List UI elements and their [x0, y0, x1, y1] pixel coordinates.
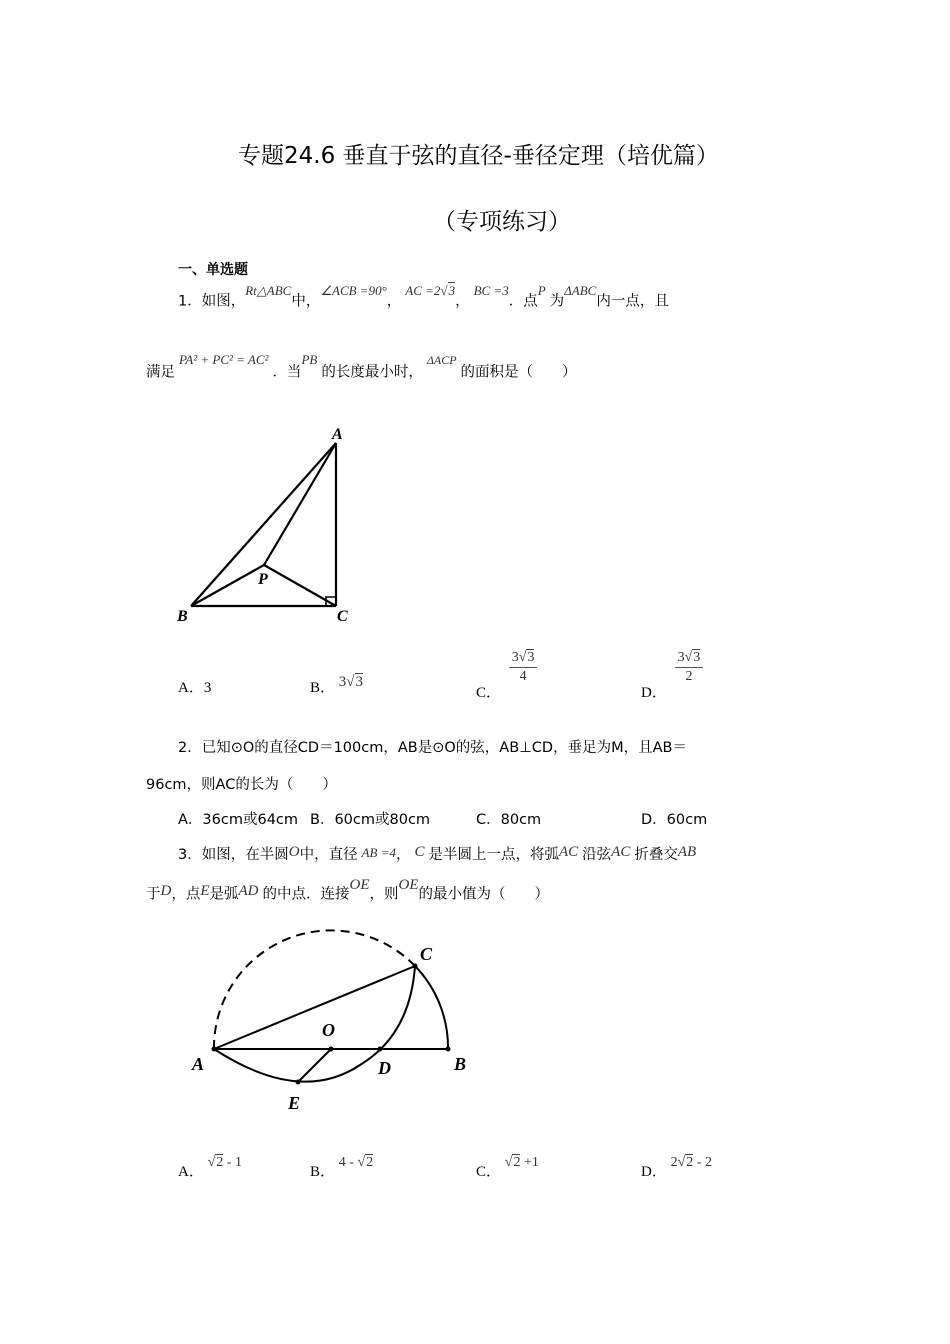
q2-option-b[interactable]: B．60cm或80cm: [310, 812, 431, 828]
q1-option-b[interactable]: B． 3√3: [310, 674, 363, 696]
q1-option-a-label: A．: [178, 680, 204, 696]
q1-option-a[interactable]: [178, 676, 211, 697]
q3-oe1: OE: [349, 877, 370, 893]
q3-text8: ，点: [171, 886, 201, 903]
q3-ac1: AC: [559, 844, 579, 860]
q3-text9: 是弧: [209, 886, 239, 903]
q3-option-c-label: C．: [476, 1164, 502, 1180]
q3-option-c-radicand: 2: [513, 1155, 521, 1170]
q3-option-a-radicand: 2: [216, 1155, 224, 1170]
q3-text11: ，则: [369, 886, 399, 903]
q3-line2: [146, 877, 550, 903]
q2-option-a[interactable]: A．36cm或64cm: [178, 812, 299, 828]
q3-d: D: [160, 883, 172, 900]
q3-ac2: AC: [611, 844, 631, 860]
q1-option-d-label: D．: [641, 684, 667, 701]
q1-text3: 为: [549, 293, 565, 310]
q3-option-d-radicand: 2: [686, 1155, 694, 1170]
q3-point-b: [446, 1047, 451, 1052]
q2-option-d[interactable]: D．60cm: [641, 812, 708, 828]
q3-option-a-rest: - 1: [223, 1155, 242, 1170]
q1-text5: 满足: [146, 364, 175, 381]
q3-line1: [178, 843, 696, 864]
q1-option-d-num-radicand: 3: [693, 650, 701, 665]
q1-ac-radicand: 3: [448, 283, 456, 298]
q3-point-e: [296, 1080, 301, 1085]
q3-text10: 的中点．连接: [262, 886, 350, 903]
q3-oe2: OE: [398, 877, 419, 893]
q1-triangle-figure: [170, 420, 360, 630]
q3-text3: ，: [395, 847, 411, 863]
q1-option-c-denominator: 4: [519, 669, 527, 684]
q1-comma2: ，: [455, 293, 470, 310]
q3-text12: 的最小值为（ ）: [418, 886, 550, 903]
q3-text7: 于: [146, 886, 161, 903]
q3-point-o: [329, 1047, 334, 1052]
q3-option-a[interactable]: A． √2 - 1: [178, 1155, 242, 1180]
q3-label-e: E: [288, 1093, 301, 1113]
q1-comma: ，: [386, 293, 402, 310]
q3-option-b[interactable]: B． 4 - √2: [310, 1155, 374, 1180]
q1-label-b: B: [177, 608, 188, 625]
q1-option-d[interactable]: D． $\frac{3√3}{2}$: [641, 650, 703, 685]
q3-point-c: [413, 964, 418, 969]
q3-e: E: [200, 883, 210, 900]
q3-segment-oe: [298, 1049, 331, 1082]
q1-option-d-denominator: 2: [685, 669, 693, 684]
q1-number: 1．如图，: [178, 293, 246, 310]
q1-acp: ΔACP: [426, 353, 457, 367]
q2-line2: 96cm，则AC的长为（ ）: [146, 777, 337, 793]
q1-ac: AC =2: [405, 283, 441, 298]
q3-point-a: [212, 1047, 217, 1052]
q1-label-c: C: [337, 608, 348, 625]
q1-label-p: P: [258, 571, 268, 588]
q3-option-d[interactable]: D． 2√2 - 2: [641, 1155, 712, 1180]
page-subtitle: （专项练习）: [433, 209, 571, 235]
q1-option-b-label: B．: [310, 680, 336, 696]
q3-option-d-pre: 2: [670, 1155, 678, 1170]
q3-text4: 是半圆上一点，将弧: [428, 847, 559, 863]
q1-text8: 的面积是（ ）: [460, 364, 577, 381]
q3-option-c-rest: +1: [520, 1155, 539, 1170]
q3-point-d: [378, 1047, 383, 1052]
section-heading: 一、单选题: [178, 262, 248, 278]
q1-tri: ΔABC: [564, 283, 597, 298]
q3-o: O: [288, 844, 300, 860]
q3-text6: 折叠交: [634, 847, 678, 863]
q1-text: 中，: [291, 293, 321, 310]
q3-c: C: [414, 844, 425, 860]
q1-text7: 的长度最小时，: [321, 364, 423, 381]
q1-option-a-value: 3: [203, 680, 212, 696]
q1-option-b-radicand: 3: [355, 674, 363, 690]
q2-option-c[interactable]: C．80cm: [476, 812, 542, 828]
q3-text2: 中，直径: [299, 847, 358, 863]
q3-text5: 沿弦: [582, 847, 612, 863]
q3-text1: 3．如图，在半圆: [178, 847, 289, 863]
q3-option-c[interactable]: C． √2 +1: [476, 1155, 539, 1180]
q3-option-d-rest: - 2: [693, 1155, 712, 1170]
q3-label-d: D: [378, 1058, 391, 1078]
q1-segment-pb: [191, 565, 264, 606]
q3-label-o: O: [322, 1020, 335, 1040]
q3-arc-cb: [415, 966, 448, 1049]
q1-option-c-num-coef: 3: [511, 650, 519, 665]
q3-ab: AB: [677, 844, 697, 860]
q1-pb: PB: [301, 352, 318, 367]
q1-option-b-coef: 3: [338, 674, 347, 690]
q3-option-b-label: B．: [310, 1164, 336, 1180]
page-title: 专题24.6 垂直于弦的直径-垂径定理（培优篇）: [238, 143, 719, 169]
q3-ad: AD: [238, 883, 259, 900]
q1-segment-pa: [264, 443, 336, 565]
q1-equation: PA² + PC² = AC²: [179, 352, 269, 367]
q1-p: P: [537, 283, 546, 298]
q1-text2: ．点: [508, 293, 538, 310]
q1-option-c-num-radicand: 3: [527, 650, 535, 665]
q1-option-c[interactable]: C． $\frac{3√3}{4}$: [476, 650, 537, 685]
q1-line1: 1．如图，$^{Rt\triangle ABC}$中，$^{\angle ACB =90^\circ}$， $^{AC =2√3}$， $^{BC =3}$．点$^P$ 为$^{\Delta ABC}$内一点，且: [178, 283, 669, 310]
q3-semicircle-figure: [180, 920, 480, 1120]
q1-option-d-num-coef: 3: [677, 650, 685, 665]
q3-dashed-arc: [214, 930, 415, 1049]
q1-bc: BC =3: [473, 283, 509, 298]
q3-label-c: C: [420, 944, 433, 964]
q1-angle: ∠ACB =90°: [320, 283, 387, 298]
q3-ab-eq: AB =4: [361, 845, 396, 860]
q1-rt-abc: Rt△ABC: [245, 283, 292, 298]
q1-text6: ．当: [272, 364, 302, 381]
q3-label-a: A: [192, 1054, 205, 1074]
q3-option-d-label: D．: [641, 1164, 667, 1180]
q2-line1: 2．已知⊙O的直径CD＝100cm，AB是⊙O的弦，AB⊥CD，垂足为M，且AB＝: [178, 740, 687, 756]
q3-label-b: B: [454, 1054, 467, 1074]
q3-option-b-pre: 4 -: [338, 1155, 358, 1170]
q1-option-c-label: C．: [476, 684, 502, 701]
q1-text4: 内一点，且: [596, 293, 669, 310]
q1-label-a: A: [332, 426, 343, 443]
q3-chord-ac: [214, 966, 415, 1049]
q3-option-b-radicand: 2: [366, 1155, 374, 1170]
q1-line2: [146, 352, 577, 381]
q3-option-a-label: A．: [178, 1164, 204, 1180]
